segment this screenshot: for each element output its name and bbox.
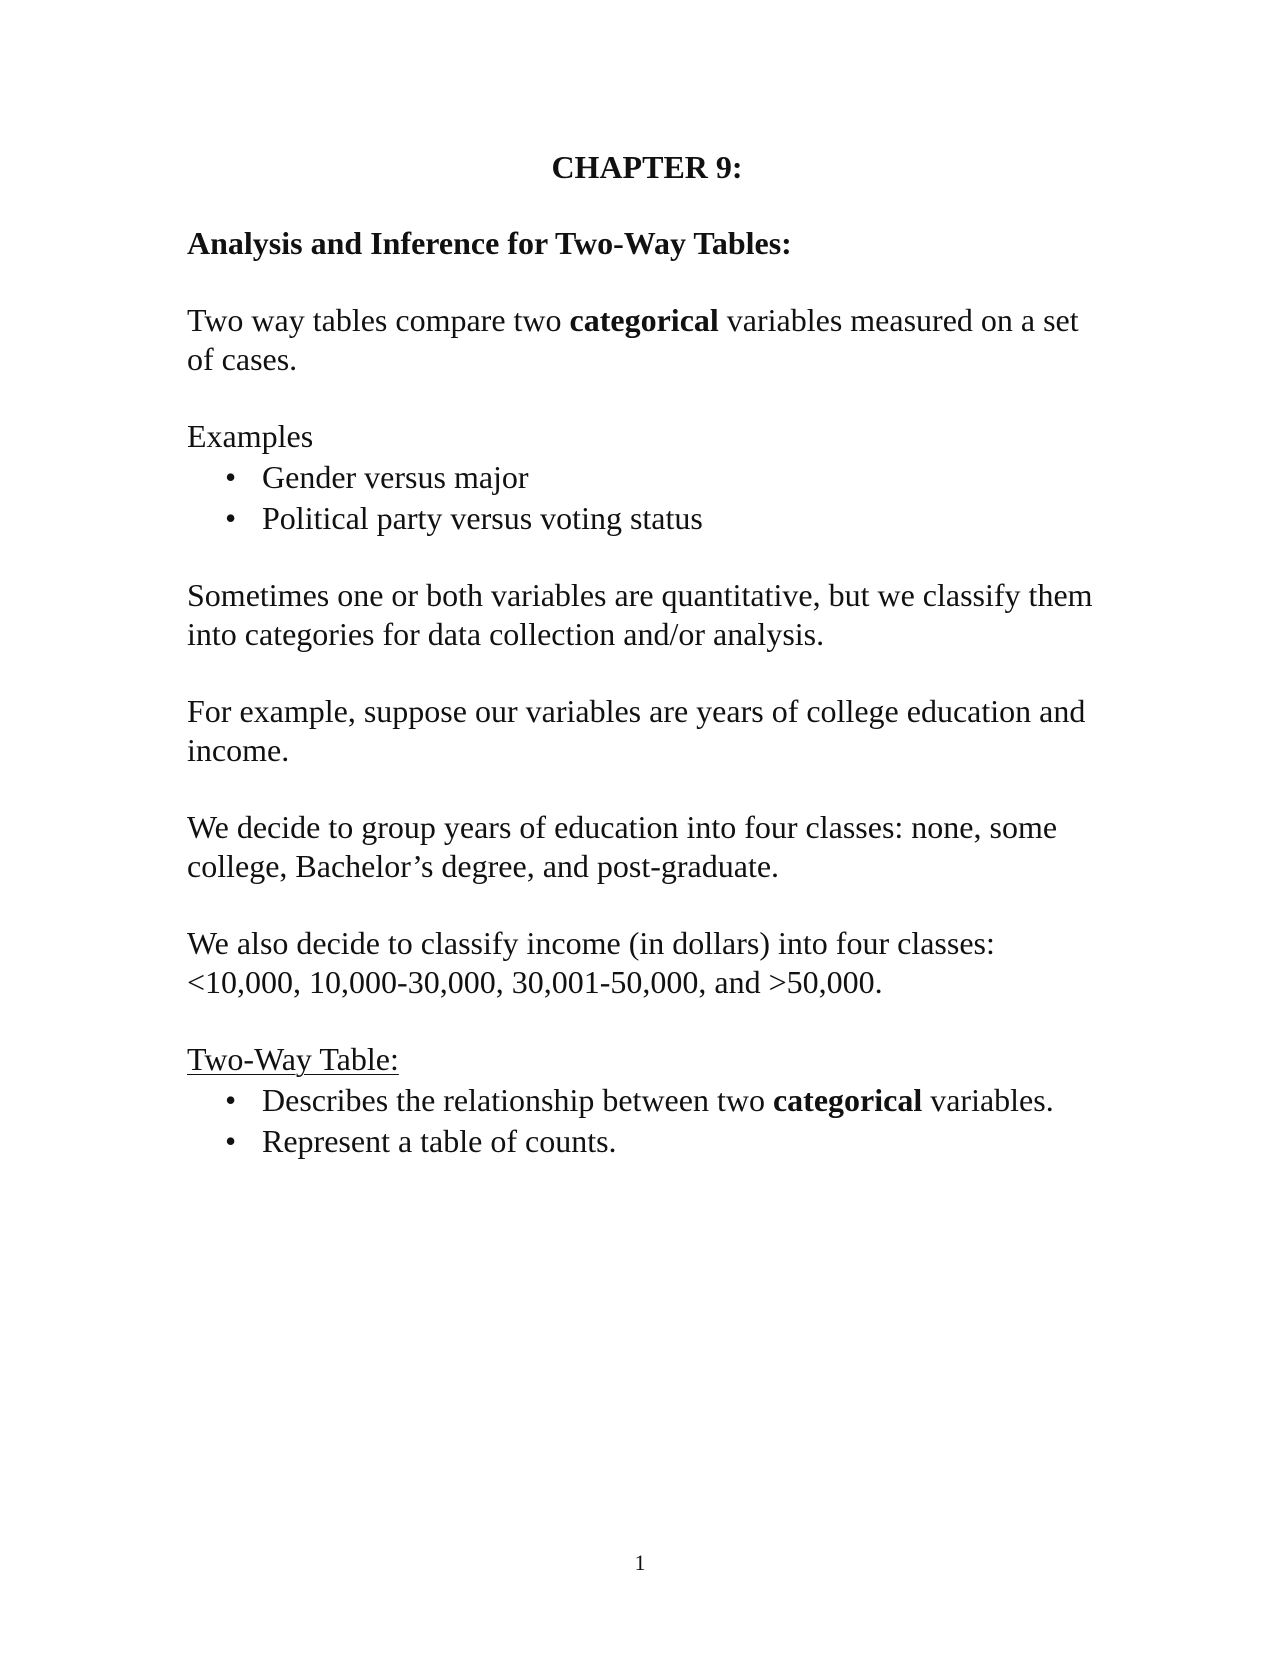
- income-paragraph: We also decide to classify income (in dollars) into four classes: <10,000, 10,000-30,000, 30,001-50,000, and >50,000.: [187, 925, 995, 1000]
- intro-paragraph: [187, 301, 1107, 379]
- quantitative-paragraph: Sometimes one or both variables are quantitative, but we classify them into categories for data collection and/or analysis.: [187, 577, 1093, 652]
- list-item-text-after: variables.: [922, 1082, 1054, 1118]
- two-way-table-list: [187, 1081, 1107, 1161]
- page-content: [187, 148, 1107, 1161]
- intro-text-before: Two way tables compare two: [187, 302, 570, 338]
- list-item: [187, 1122, 1107, 1161]
- list-item-text: Political party versus voting status: [262, 500, 703, 536]
- bullet-icon: •: [225, 1123, 237, 1159]
- intro-bold-term: categorical: [569, 302, 719, 338]
- education-paragraph: We decide to group years of education into four classes: none, some college, Bachelor’s degree, and post-graduate.: [187, 809, 1058, 884]
- example-paragraph: For example, suppose our variables are years of college education and income.: [187, 693, 1086, 768]
- chapter-title: CHAPTER 9:: [551, 149, 743, 185]
- list-item-bold-term: categorical: [772, 1082, 923, 1118]
- list-item: [187, 499, 1107, 538]
- section-heading: Analysis and Inference for Two-Way Tables:: [187, 225, 792, 261]
- examples-list: [187, 458, 1107, 538]
- two-way-table-heading-text: Two-Way Table:: [187, 1041, 399, 1077]
- intro-text-after: variables measured on a set of cases.: [187, 302, 1079, 377]
- bullet-icon: •: [225, 500, 237, 536]
- bullet-icon: •: [225, 1082, 237, 1118]
- list-item-text: Gender versus major: [262, 459, 529, 495]
- bullet-icon: •: [225, 459, 237, 495]
- list-item: [187, 458, 1107, 497]
- page-number: 1: [634, 1550, 646, 1575]
- two-way-table-heading: [187, 1040, 1107, 1079]
- list-item-text-before: Describes the relationship between two: [262, 1082, 773, 1118]
- list-item-text: Represent a table of counts.: [262, 1123, 617, 1159]
- examples-label: Examples: [187, 418, 314, 454]
- list-item: [187, 1081, 1107, 1120]
